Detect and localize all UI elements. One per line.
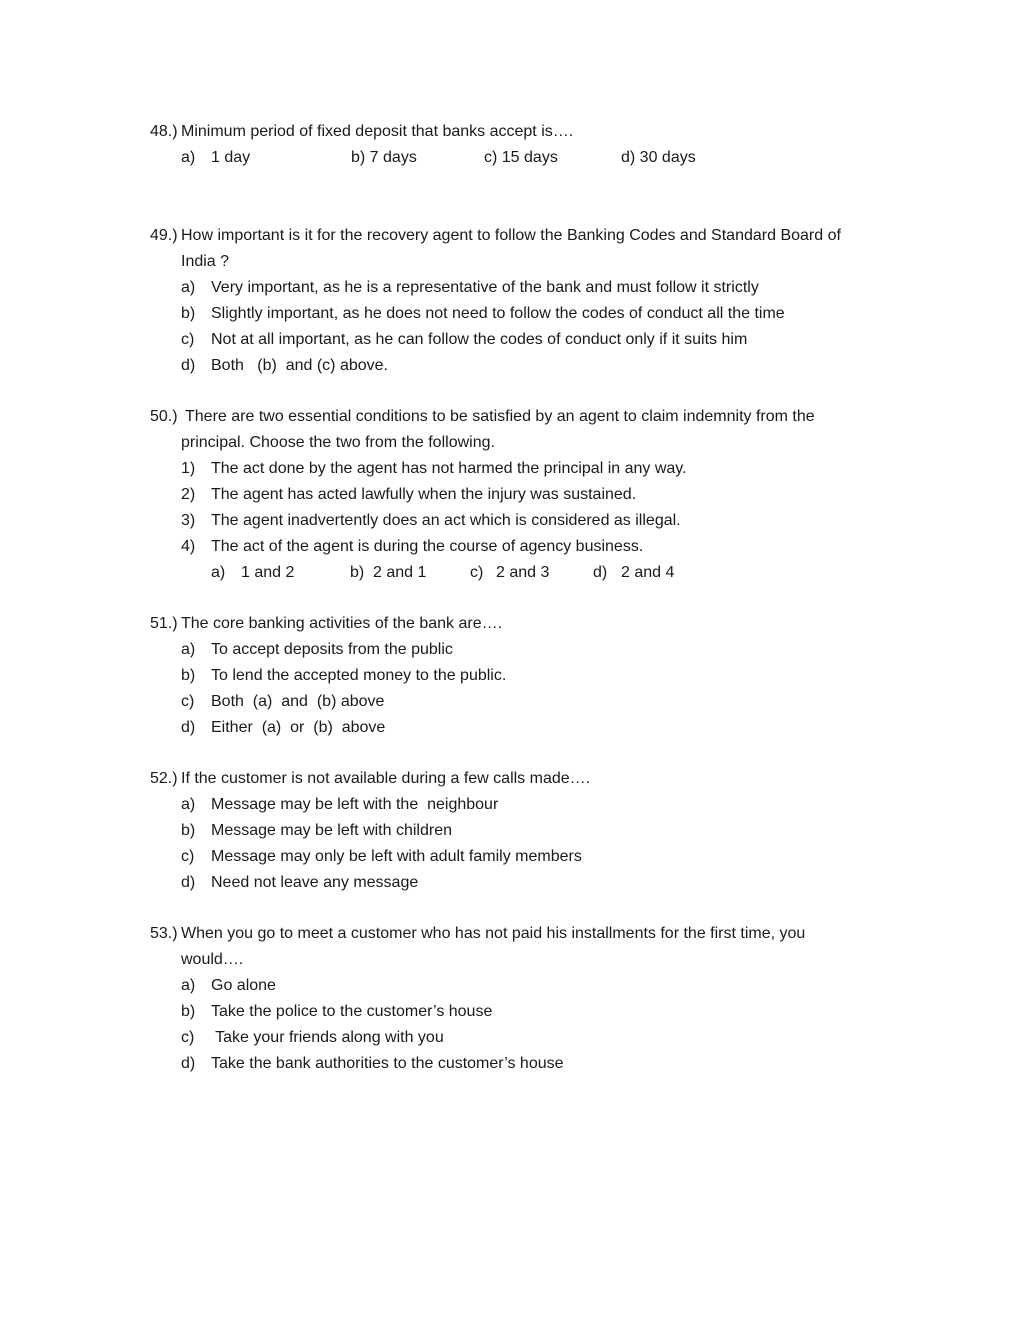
question-stem: The core banking activities of the bank are…. xyxy=(181,615,503,632)
option-label: d) xyxy=(181,719,196,736)
question-number: 50.) xyxy=(150,408,178,425)
option-text: Take the bank authorities to the customer’s house xyxy=(211,1055,564,1072)
option-label: a) xyxy=(181,279,196,296)
option-text: The agent has acted lawfully when the injury was sustained. xyxy=(211,486,637,503)
option-text: Both (b) and (c) above. xyxy=(211,357,388,374)
question-stem: If the customer is not available during a few calls made…. xyxy=(181,770,591,787)
question-stem: There are two essential conditions to be satisfied by an agent to claim indemnity from the xyxy=(185,408,815,425)
question-stem: India ? xyxy=(181,253,230,270)
question-number: 48.) xyxy=(150,123,178,140)
option-label: c) xyxy=(181,693,195,710)
option-text: Message may be left with the neighbour xyxy=(211,796,499,813)
option-text: d) 30 days xyxy=(621,149,696,166)
question-stem: How important is it for the recovery agent to follow the Banking Codes and Standard Board of xyxy=(181,227,841,244)
option-text: Both (a) and (b) above xyxy=(211,693,385,710)
option-label: 4) xyxy=(181,538,196,555)
option-label: a) xyxy=(181,641,196,658)
question-stem: would…. xyxy=(181,951,244,968)
option-label: b) xyxy=(181,1003,196,1020)
option-label: c) xyxy=(181,331,195,348)
answer-option-text: 1 and 2 xyxy=(241,564,295,581)
answer-option-label: d) xyxy=(593,564,608,581)
question-stem: Minimum period of fixed deposit that banks accept is…. xyxy=(181,123,574,140)
option-label: c) xyxy=(181,1029,195,1046)
question-stem: When you go to meet a customer who has not paid his installments for the first time, you xyxy=(181,925,806,942)
option-text: The agent inadvertently does an act which is considered as illegal. xyxy=(211,512,681,529)
question-number: 53.) xyxy=(150,925,178,942)
option-text: 1 day xyxy=(211,149,251,166)
answer-option-text: 2 and 1 xyxy=(373,564,427,581)
option-label: d) xyxy=(181,874,196,891)
option-text: Need not leave any message xyxy=(211,874,419,891)
option-label: a) xyxy=(181,796,196,813)
option-text: Take your friends along with you xyxy=(211,1029,444,1046)
option-text: Take the police to the customer’s house xyxy=(211,1003,493,1020)
option-text: Slightly important, as he does not need to follow the codes of conduct all the time xyxy=(211,305,785,322)
option-label: d) xyxy=(181,357,196,374)
answer-option-text: 2 and 3 xyxy=(496,564,550,581)
option-label: b) xyxy=(181,667,196,684)
option-label: d) xyxy=(181,1055,196,1072)
option-text: c) 15 days xyxy=(484,149,558,166)
option-label: a) xyxy=(181,977,196,994)
option-text: To accept deposits from the public xyxy=(211,641,453,658)
option-text: Not at all important, as he can follow the codes of conduct only if it suits him xyxy=(211,331,748,348)
option-text: b) 7 days xyxy=(351,149,417,166)
option-text: Message may be left with children xyxy=(211,822,452,839)
question-number: 51.) xyxy=(150,615,178,632)
answer-option-label: b) xyxy=(350,564,365,581)
option-text: The act done by the agent has not harmed the principal in any way. xyxy=(211,460,687,477)
option-label: 1) xyxy=(181,460,196,477)
option-label: a) xyxy=(181,149,196,166)
option-text: The act of the agent is during the course of agency business. xyxy=(211,538,644,555)
option-text: To lend the accepted money to the public. xyxy=(211,667,507,684)
question-number: 49.) xyxy=(150,227,178,244)
option-label: 3) xyxy=(181,512,196,529)
answer-option-text: 2 and 4 xyxy=(621,564,675,581)
option-text: Message may only be left with adult family members xyxy=(211,848,582,865)
answer-option-label: a) xyxy=(211,564,226,581)
answer-option-label: c) xyxy=(470,564,484,581)
option-label: b) xyxy=(181,305,196,322)
option-label: c) xyxy=(181,848,195,865)
option-label: b) xyxy=(181,822,196,839)
option-text: Either (a) or (b) above xyxy=(211,719,386,736)
question-stem: principal. Choose the two from the following. xyxy=(181,434,495,451)
question-number: 52.) xyxy=(150,770,178,787)
option-label: 2) xyxy=(181,486,196,503)
option-text: Go alone xyxy=(211,977,276,994)
option-text: Very important, as he is a representative of the bank and must follow it strictly xyxy=(211,279,759,296)
